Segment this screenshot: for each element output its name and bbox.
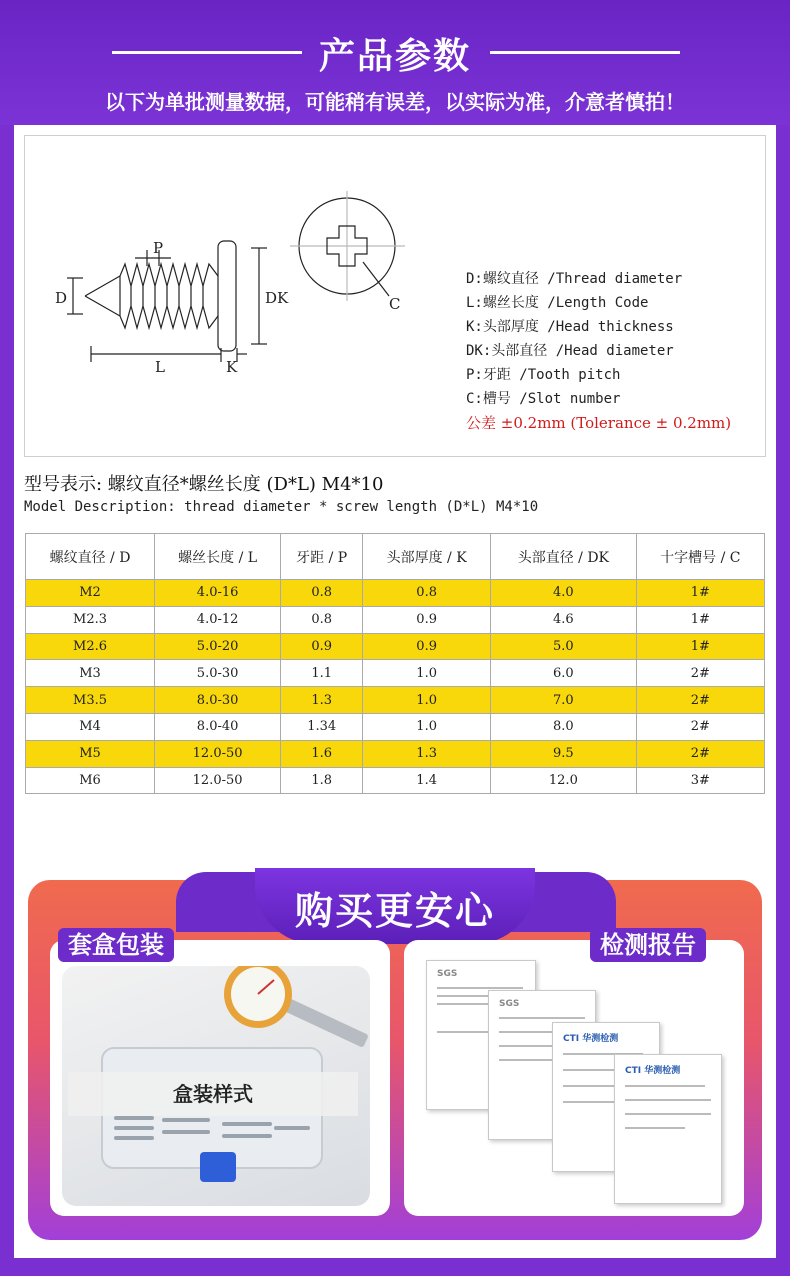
table-cell: 7.0 (491, 687, 637, 714)
header-d: 螺纹直径 / D (26, 534, 155, 580)
label-dk: DK (265, 289, 289, 307)
table-cell: M6 (26, 767, 155, 794)
table-cell: 9.5 (491, 740, 637, 767)
sgs-logo-2: SGS (499, 999, 520, 1009)
table-cell: 2# (636, 713, 764, 740)
table-cell: 0.8 (281, 606, 363, 633)
cti-logo-2: CTI 华测检测 (625, 1066, 681, 1076)
table-cell: M3 (26, 660, 155, 687)
table-cell: 0.9 (363, 633, 491, 660)
tolerance-note: 公差 ±0.2mm (Tolerance ± 0.2mm) (466, 414, 732, 432)
table-cell: 1.0 (363, 713, 491, 740)
legend-d: D:螺纹直径 /Thread diameter (466, 271, 683, 287)
table-cell: M2 (26, 580, 155, 607)
header-l: 螺丝长度 / L (155, 534, 281, 580)
table-cell: 8.0-40 (155, 713, 281, 740)
table-cell: 4.6 (491, 606, 637, 633)
box-style-label: 盒装样式 (68, 1072, 358, 1116)
table-cell: 0.8 (363, 580, 491, 607)
table-cell: M5 (26, 740, 155, 767)
table-row (26, 713, 765, 740)
legend-c: C:槽号 /Slot number (466, 391, 621, 407)
table-cell: 1.0 (363, 687, 491, 714)
header-dk: 头部直径 / DK (491, 534, 637, 580)
table-cell: 1.6 (281, 740, 363, 767)
table-cell: M2.3 (26, 606, 155, 633)
packaging-tag: 套盒包装 (58, 928, 174, 962)
table-row (26, 767, 765, 794)
legend-dk: DK:头部直径 /Head diameter (466, 343, 674, 359)
table-cell: 2# (636, 740, 764, 767)
header-banner (0, 0, 790, 125)
label-c: C (389, 295, 401, 313)
table-row (26, 660, 765, 687)
table-cell: 12.0-50 (155, 767, 281, 794)
table-cell: 3# (636, 767, 764, 794)
table-cell: 1# (636, 633, 764, 660)
table-row (26, 606, 765, 633)
test-reports (418, 960, 738, 1208)
legend-k: K:头部厚度 /Head thickness (466, 319, 674, 335)
report-doc-4 (614, 1054, 722, 1204)
table-cell: 1.8 (281, 767, 363, 794)
bottom-border (0, 1258, 790, 1276)
table-cell: 0.8 (281, 580, 363, 607)
spec-table (25, 533, 765, 794)
table-cell: 0.9 (281, 633, 363, 660)
table-row (26, 740, 765, 767)
table-cell: 1.3 (281, 687, 363, 714)
box-latch (200, 1152, 236, 1182)
table-row (26, 580, 765, 607)
table-cell: 4.0 (491, 580, 637, 607)
table-cell: 1.3 (363, 740, 491, 767)
table-cell: 12.0-50 (155, 740, 281, 767)
header-c: 十字槽号 / C (636, 534, 764, 580)
table-cell: 12.0 (491, 767, 637, 794)
label-d: D (55, 289, 68, 307)
table-cell: 1.1 (281, 660, 363, 687)
table-cell: 1.0 (363, 660, 491, 687)
table-cell: 1.4 (363, 767, 491, 794)
buy-section-title: 购买更安心 (294, 889, 495, 933)
table-header-row (26, 534, 765, 580)
table-cell: M4 (26, 713, 155, 740)
page-subtitle: 以下为单批测量数据，可能稍有误差，以实际为准，介意者慎拍！ (105, 90, 685, 114)
table-cell: 1# (636, 580, 764, 607)
legend-p: P:牙距 /Tooth pitch (466, 367, 621, 383)
table-cell: 5.0-30 (155, 660, 281, 687)
table-cell: 5.0 (491, 633, 637, 660)
label-l: L (155, 358, 165, 376)
table-cell: 2# (636, 687, 764, 714)
model-description-cn: 型号表示: 螺纹直径*螺丝长度 (D*L) M4*10 (24, 474, 384, 495)
header-divider-right (490, 51, 680, 54)
thread-top (85, 264, 218, 296)
table-cell: 8.0 (491, 713, 637, 740)
table-cell: 6.0 (491, 660, 637, 687)
table-cell: 1.34 (281, 713, 363, 740)
screw-head (218, 241, 236, 351)
table-cell: 2# (636, 660, 764, 687)
header-k: 头部厚度 / K (363, 534, 491, 580)
table-cell: 4.0-16 (155, 580, 281, 607)
model-description-en: Model Description: thread diameter * screw length (D*L) M4*10 (24, 499, 539, 515)
table-cell: 8.0-30 (155, 687, 281, 714)
table-cell: 0.9 (363, 606, 491, 633)
sgs-logo: SGS (437, 969, 458, 979)
thread-bottom (85, 296, 218, 328)
header-p: 牙距 / P (281, 534, 363, 580)
table-cell: M2.6 (26, 633, 155, 660)
legend-l: L:螺丝长度 /Length Code (466, 295, 649, 311)
table-row (26, 687, 765, 714)
table-cell: 1# (636, 606, 764, 633)
page-title: 产品参数 (318, 36, 471, 77)
dimension-legend (466, 267, 731, 435)
table-cell: 5.0-20 (155, 633, 281, 660)
label-k: K (226, 358, 238, 376)
label-p: P (153, 239, 164, 257)
table-cell: M3.5 (26, 687, 155, 714)
cti-logo: CTI 华测检测 (563, 1034, 619, 1044)
table-row (26, 633, 765, 660)
report-tag: 检测报告 (590, 928, 706, 962)
table-cell: 4.0-12 (155, 606, 281, 633)
